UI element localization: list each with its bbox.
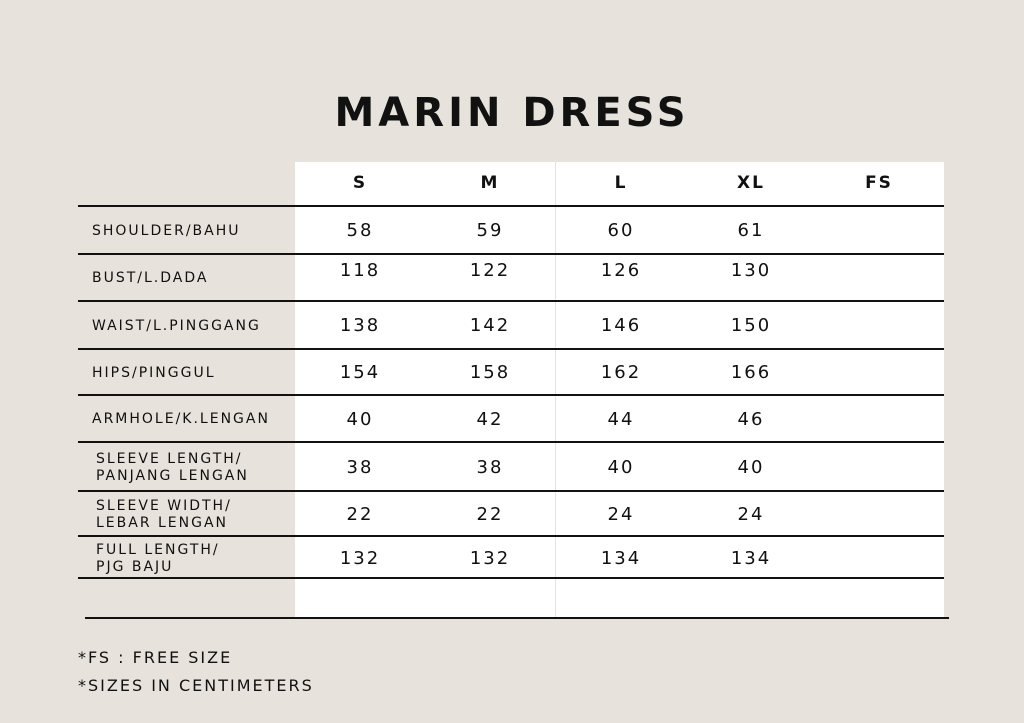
row-label-line: SLEEVE LENGTH/ xyxy=(96,450,243,467)
row-divider xyxy=(78,348,944,350)
measurement-cell: 142 xyxy=(469,315,511,336)
measurement-cell: 166 xyxy=(730,362,772,383)
measurement-cell: 44 xyxy=(607,408,635,430)
row-divider xyxy=(78,300,944,302)
measurement-cell: 22 xyxy=(346,503,374,525)
measurement-cell: 150 xyxy=(730,315,772,336)
measurement-cell: 38 xyxy=(476,456,504,478)
row-label xyxy=(96,498,232,532)
row-divider xyxy=(78,205,944,207)
row-label xyxy=(92,411,270,428)
row-divider xyxy=(85,617,949,619)
row-divider xyxy=(78,577,944,579)
note-free-size: *FS : FREE SIZE xyxy=(78,648,233,667)
measurement-cell: 24 xyxy=(607,503,635,525)
measurement-cell: 126 xyxy=(600,259,642,281)
row-divider xyxy=(78,490,944,492)
size-column-bg xyxy=(814,162,944,618)
size-header-l: L xyxy=(614,173,628,193)
row-label-line: BUST/L.DADA xyxy=(92,270,209,286)
note-units: *SIZES IN CENTIMETERS xyxy=(78,676,314,695)
measurement-cell: 162 xyxy=(600,362,642,383)
measurement-cell: 118 xyxy=(339,259,381,281)
measurement-cell: 146 xyxy=(600,315,642,336)
measurement-cell: 138 xyxy=(339,315,381,336)
row-label-line: PJG BAJU xyxy=(96,558,174,575)
measurement-cell: 134 xyxy=(600,547,642,569)
measurement-cell: 130 xyxy=(730,259,772,281)
measurement-cell: 40 xyxy=(607,456,635,478)
row-label-line: FULL LENGTH/ xyxy=(96,541,220,558)
row-label xyxy=(92,318,261,335)
measurement-cell: 38 xyxy=(346,456,374,478)
row-label-line: WAIST/L.PINGGANG xyxy=(92,317,261,334)
measurement-cell: 42 xyxy=(476,408,504,430)
row-label-line: SHOULDER/BAHU xyxy=(92,222,241,239)
measurement-cell: 134 xyxy=(730,547,772,569)
row-label xyxy=(96,451,249,485)
row-divider xyxy=(78,253,944,255)
measurement-cell: 61 xyxy=(737,220,765,241)
measurement-cell: 46 xyxy=(737,408,765,430)
measurement-cell: 132 xyxy=(469,547,511,569)
measurement-cell: 22 xyxy=(476,503,504,525)
page-title: MARIN DRESS xyxy=(334,90,690,136)
row-label-line: PANJANG LENGAN xyxy=(96,467,249,484)
measurement-cell: 40 xyxy=(346,408,374,430)
measurement-cell: 132 xyxy=(339,547,381,569)
row-label xyxy=(92,270,208,287)
measurement-cell: 58 xyxy=(346,220,374,241)
size-header-xl: XL xyxy=(737,173,765,193)
row-label-line: HIPS/PINGGUL xyxy=(92,364,216,381)
size-header-fs: FS xyxy=(865,173,893,193)
measurement-cell: 24 xyxy=(737,503,765,525)
row-label xyxy=(92,365,216,382)
row-divider xyxy=(78,441,944,443)
measurement-cell: 60 xyxy=(607,220,635,241)
row-divider xyxy=(78,394,944,396)
measurement-cell: 122 xyxy=(469,259,511,281)
row-label xyxy=(96,542,220,576)
measurement-cell: 40 xyxy=(737,456,765,478)
measurement-cell: 158 xyxy=(469,362,511,383)
measurement-cell: 59 xyxy=(476,220,504,241)
size-header-s: S xyxy=(352,173,368,193)
row-label xyxy=(92,223,241,240)
size-header-m: M xyxy=(480,173,500,193)
row-divider xyxy=(78,535,944,537)
row-label-line: SLEEVE WIDTH/ xyxy=(96,497,232,514)
row-label-line: ARMHOLE/K.LENGAN xyxy=(92,411,270,427)
row-label-line: LEBAR LENGAN xyxy=(96,514,229,531)
measurement-cell: 154 xyxy=(339,362,381,383)
